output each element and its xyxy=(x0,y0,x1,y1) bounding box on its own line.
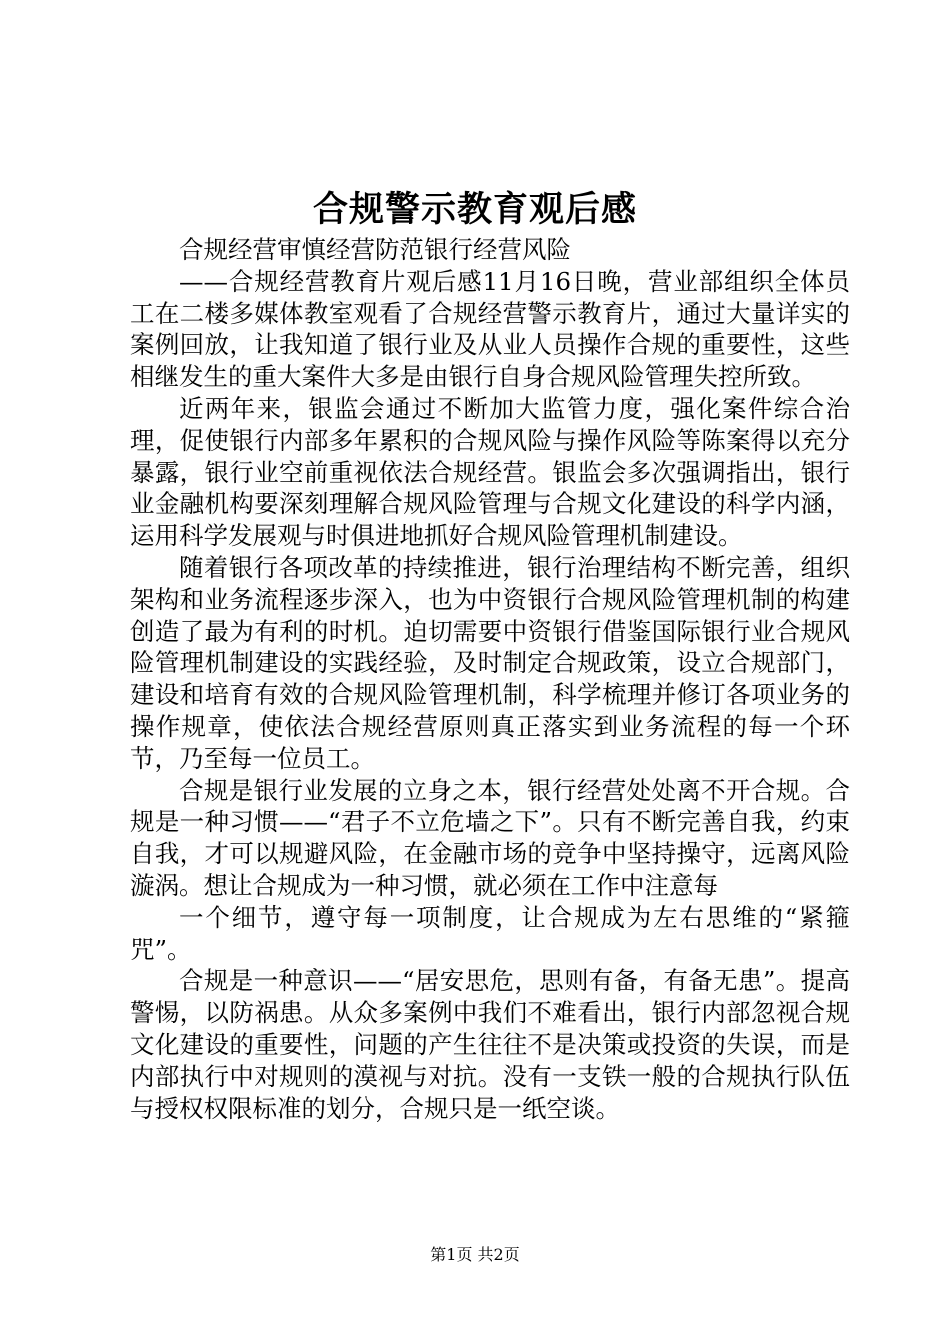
paragraph-3: 随着银行各项改革的持续推进，银行治理结构不断完善，组织架构和业务流程逐步深入，也为中资银行合规风险管理机制的构建创造了最为有利的时机。迫切需要中资银行借鉴国际银行业合规风险管理机制建设的实践经验，及时制定合规政策，设立合规部门，建设和培育有效的合规风险管理机制，科学梳理并修订各项业务的操作规章，使依法合规经营原则真正落实到业务流程的每一个环节，乃至每一位员工。 xyxy=(130,552,850,773)
paragraph-5: 一个细节，遵守每一项制度，让合规成为左右思维的“紧箍咒”。 xyxy=(130,902,850,964)
page-number-footer: 第1页 共2页 xyxy=(430,1245,520,1264)
paragraph-4: 合规是银行业发展的立身之本，银行经营处处离不开合规。合规是一种习惯——“君子不立危墙之下”。只有不断完善自我，约束自我，才可以规避风险，在金融市场的竞争中坚持操守，远离风险漩涡。想让合规成为一种习惯，就必须在工作中注意每 xyxy=(130,775,850,900)
paragraph-6: 合规是一种意识——“居安思危，思则有备，有备无患”。提高警惕，以防祸患。从众多案例中我们不难看出，银行内部忽视合规文化建设的重要性，问题的产生往往不是决策或投资的失误，而是内部执行中对规则的漠视与对抗。没有一支铁一般的合规执行队伍与授权权限标准的划分，合规只是一纸空谈。 xyxy=(130,966,850,1123)
paragraph-1: ——合规经营教育片观后感11月16日晚，营业部组织全体员工在二楼多媒体教室观看了合规经营警示教育片，通过大量详实的案例回放，让我知道了银行业及从业人员操作合规的重要性，这些相继发生的重大案件大多是由银行自身合规风险管理失控所致。 xyxy=(130,266,850,392)
paragraph-2: 近两年来，银监会通过不断加大监管力度，强化案件综合治理，促使银行内部多年累积的合规风险与操作风险等陈案得以充分暴露，银行业空前重视依法合规经营。银监会多次强调指出，银行业金融机构要深刻理解合规风险管理与合规文化建设的科学内涵，运用科学发展观与时俱进地抓好合规风险管理机制建设。 xyxy=(130,393,850,551)
paragraph-subtitle: 合规经营审慎经营防范银行经营风险 xyxy=(179,235,571,264)
document-title: 合规警示教育观后感 xyxy=(312,189,637,230)
document-body xyxy=(130,234,850,1124)
